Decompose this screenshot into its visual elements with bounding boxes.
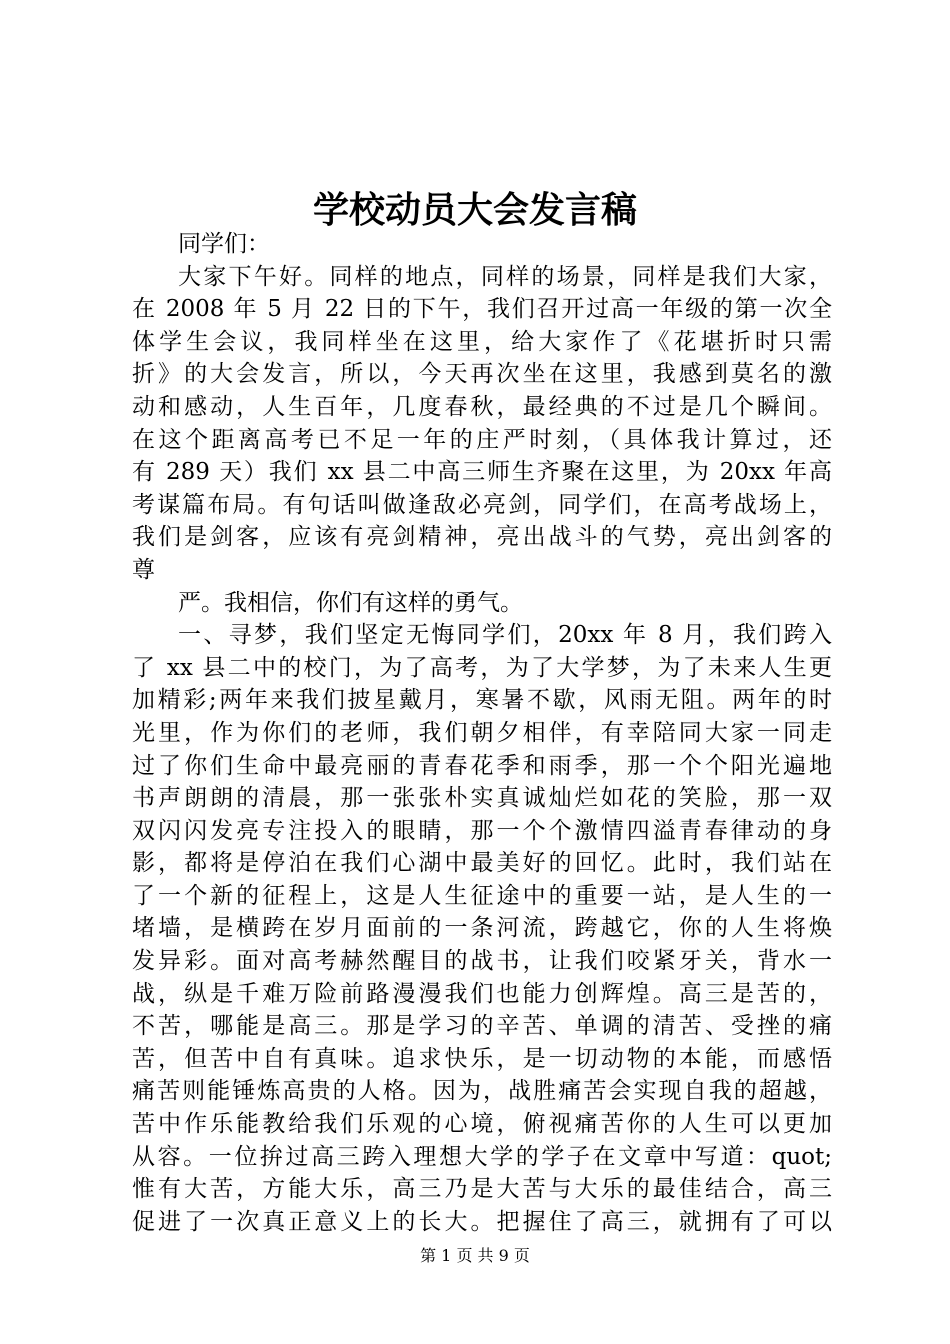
text-line: 发异彩。面对高考赫然醒目的战书，让我们咬紧牙关，背水一: [132, 948, 832, 975]
text-line: 双闪闪发亮专注投入的眼睛，那一个个激情四溢青春律动的身: [132, 817, 832, 844]
text-line: 尊: [132, 556, 155, 583]
document-title: 学校动员大会发言稿: [312, 189, 637, 231]
text-line: 过了你们生命中最亮丽的青春花季和雨季，那一个个阳光遍地: [132, 752, 832, 779]
document-body: [132, 228, 832, 1238]
text-line: 有 289 天）我们 xx 县二中高三师生齐聚在这里，为 20xx 年高: [132, 459, 832, 486]
text-line: 严。我相信，你们有这样的勇气。: [178, 589, 523, 616]
text-line: 考谋篇布局。有句话叫做逢敌必亮剑，同学们，在高考战场上，: [132, 491, 832, 518]
text-line: 不苦，哪能是高三。那是学习的辛苦、单调的清苦、受挫的痛: [132, 1013, 832, 1040]
text-line: 光里，作为你们的老师，我们朝夕相伴，有幸陪同大家一同走: [132, 719, 832, 746]
text-line: 堵墙，是横跨在岁月面前的一条河流，跨越它，你的人生将焕: [132, 915, 832, 942]
text-line: 体学生会议，我同样坐在这里，给大家作了《花堪折时只需: [132, 328, 832, 355]
text-line: 在这个距离高考已不足一年的庄严时刻，（具体我计算过，还: [132, 426, 832, 453]
text-line: 了一个新的征程上，这是人生征途中的重要一站，是人生的一: [132, 882, 832, 909]
text-line: 我们是剑客，应该有亮剑精神，亮出战斗的气势，亮出剑客的: [132, 524, 832, 551]
text-line: 痛苦则能锤炼高贵的人格。因为，战胜痛苦会实现自我的超越，: [132, 1078, 832, 1105]
text-line: 同学们：: [178, 231, 270, 257]
text-line: 影，都将是停泊在我们心湖中最美好的回忆。此时，我们站在: [132, 850, 832, 877]
page-footer: 第 1 页 共 9 页: [420, 1246, 530, 1265]
text-line: 了 xx 县二中的校门，为了高考，为了大学梦，为了未来人生更: [132, 654, 832, 681]
text-line: 在 2008 年 5 月 22 日的下午，我们召开过高一年级的第一次全: [132, 296, 832, 323]
text-line: 书声朗朗的清晨，那一张张朴实真诚灿烂如花的笑脸，那一双: [132, 785, 832, 812]
text-line: 折》的大会发言，所以，今天再次坐在这里，我感到莫名的激: [132, 361, 832, 388]
text-line: 战，纵是千难万险前路漫漫我们也能力创辉煌。高三是苦的，: [132, 980, 832, 1007]
text-line: 一、寻梦，我们坚定无悔同学们，20xx 年 8 月，我们跨入: [178, 622, 832, 649]
text-line: 苦，但苦中自有真味。追求快乐，是一切动物的本能，而感悟: [132, 1045, 832, 1072]
text-line: 大家下午好。同样的地点，同样的场景，同样是我们大家，: [178, 263, 832, 290]
text-line: 苦中作乐能教给我们乐观的心境，俯视痛苦你的人生可以更加: [132, 1111, 832, 1138]
text-line: 动和感动，人生百年，几度春秋，最经典的不过是几个瞬间。: [132, 393, 832, 420]
text-line: 从容。一位拚过高三跨入理想大学的学子在文章中写道：quot;: [132, 1143, 832, 1170]
text-line: 惟有大苦，方能大乐，高三乃是大苦与大乐的最佳结合，高三: [132, 1176, 832, 1203]
text-line: 加精彩;两年来我们披星戴月，寒暑不歇，风雨无阻。两年的时: [132, 687, 832, 714]
text-line: 促进了一次真正意义上的长大。把握住了高三，就拥有了可以: [132, 1208, 832, 1235]
